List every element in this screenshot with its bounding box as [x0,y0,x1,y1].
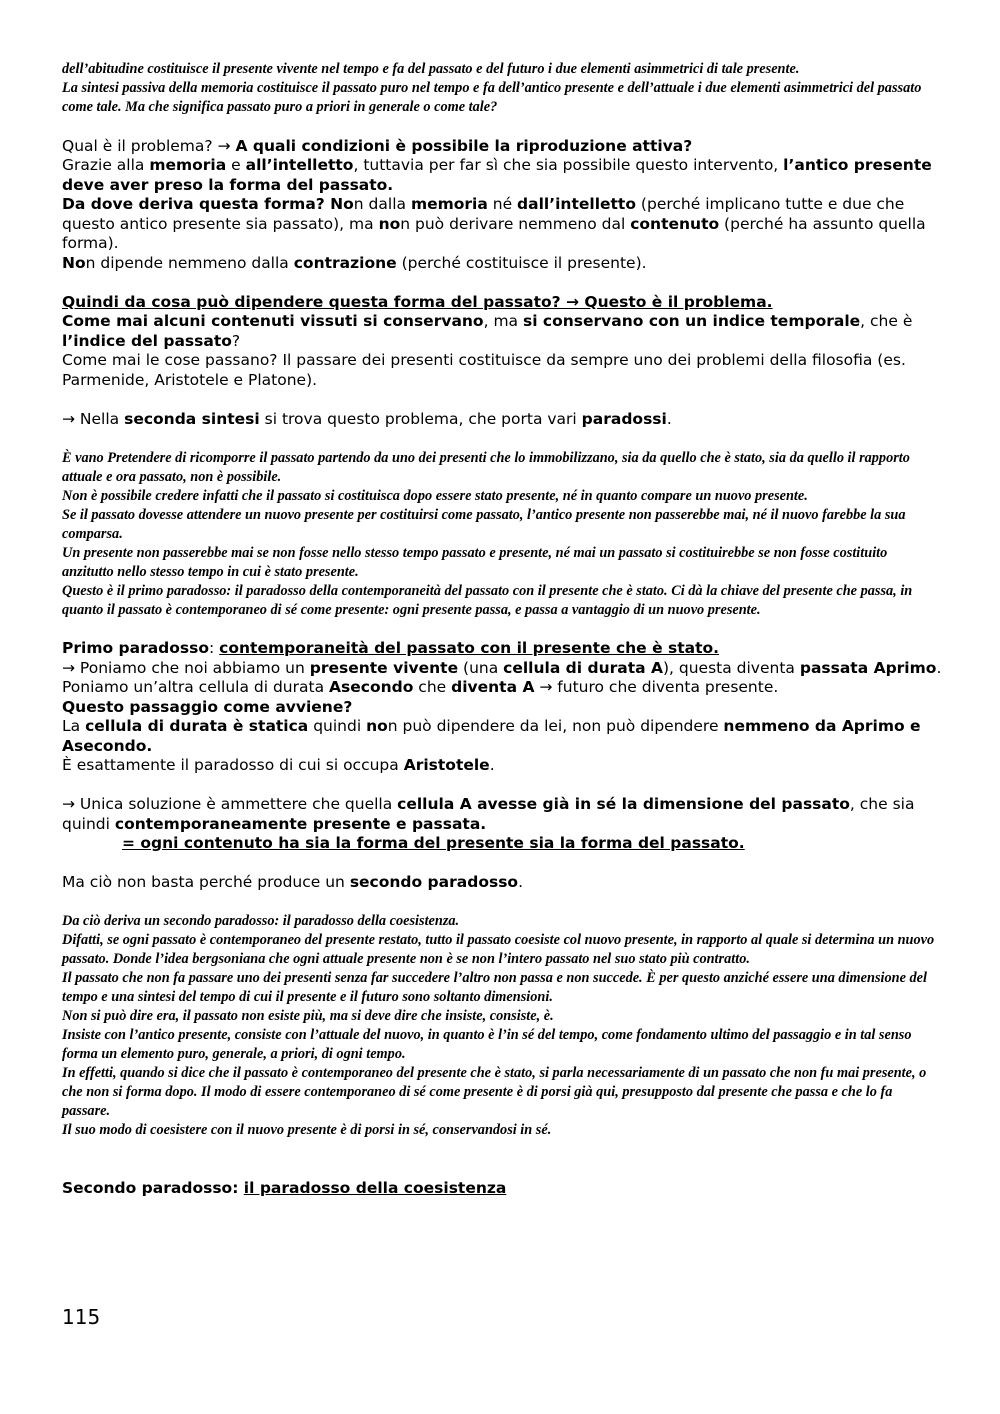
quote-paragraph: In effetti, quando si dice che il passato è contemporaneo del presente che è stato, si parla necessariamente di un passato che non fu mai presente, o che non si forma dopo. Il modo di essere contemporaneo di sé come presente è di porsi già qui, presupposto dal presente che passa e che lo fa passare. [62,1065,927,1119]
problem-paragraph: Come mai alcuni contenuti vissuti si conservano, ma si conservano con un indice temporale, che è l’indice del passato? [62,312,913,350]
problem-section-2 [62,293,942,430]
problem-question: Qual è il problema? → A quali condizioni è possibile la riproduzione attiva? [62,136,693,155]
quote-paragraph: Il suo modo di coesistere con il nuovo presente è di porsi in sé, conservandosi in sé. [62,1122,552,1138]
quote-paragraph: Il passato che non fa passare uno dei presenti senza far succedere l’altro non passa e non succede. È per questo anziché essere una dimensione del tempo e una sintesi del tempo di cui il presente e il futuro sono soltanto dimensioni. [62,970,927,1005]
problem-paragraph: Non dipende nemmeno dalla contrazione (perché costituisce il presente). [62,253,647,272]
paradox-1-paragraph: → Poniamo che noi abbiamo un presente vivente (una cellula di durata A), questa diventa passata Aprimo. [62,658,942,677]
quote-paragraph: Un presente non passerebbe mai se non fosse nello stesso tempo passato e presente, né mai un passato si costituirebbe se non fosse costituito anzitutto nello stesso tempo in cui è stato presente. [62,544,888,580]
page-number: 115 [62,1305,101,1329]
paradox-1-heading: Primo paradosso: contemporaneità del passato con il presente che è stato. [62,639,720,657]
quote-paragraph: Non si può dire era, il passato non esiste più, ma si deve dire che insiste, consiste, è. [62,1008,554,1024]
quote-block-2 [62,449,942,620]
quote-paragraph: Non è possibile credere infatti che il passato si costituisca dopo essere stato presente, né in quanto compare un nuovo presente. [62,487,808,504]
paradox-1-section [62,639,942,893]
quote-block-3 [62,912,942,1140]
quote-paragraph: Questo è il primo paradosso: il paradosso della contemporaneità del passato con il presente che è stato. Ci dà la chiave del presente che passa, in quanto il passato è contemporaneo di sé come presente: ogni presente passa, e passa a vantaggio di un nuovo presente. [62,582,913,618]
quote-paragraph: dell’abitudine costituisce il presente vivente nel tempo e fa del passato e del futuro i due elementi asimmetrici di tale presente. [62,61,800,77]
problem-paragraph: Grazie alla memoria e all’intelletto, tuttavia per far sì che sia possibile questo intervento, l’antico presente deve aver preso la forma del passato. [62,156,932,194]
paradox-2-heading: Secondo paradosso: il paradosso della coesistenza [62,1179,507,1197]
problem-section [62,137,942,274]
quote-paragraph: Da ciò deriva un secondo paradosso: il paradosso della coesistenza. [62,913,460,929]
quote-paragraph: Se il passato dovesse attendere un nuovo presente per costituirsi come passato, l’antico presente non passerebbe mai, né il nuovo farebbe la sua comparsa. [62,506,906,542]
problem-heading: Quindi da cosa può dipendere questa forma del passato? → Questo è il problema. [62,292,773,311]
paradox-1-paragraph: Questo passaggio come avviene? [62,697,353,716]
document-page [62,60,942,1199]
quote-paragraph: È vano Pretendere di ricomporre il passato partendo da uno dei presenti che lo immobilizzano, sia da quello che è stato, sia da quello il rapporto attuale e ora passato, non è possibile. [62,449,910,485]
quote-block-1 [62,60,942,117]
paradox-1-paragraph: Ma ciò non basta perché produce un secondo paradosso. [62,873,524,891]
paradox-1-conclusion: = ogni contenuto ha sia la forma del presente sia la forma del passato. [122,834,745,852]
paradox-1-paragraph: È esattamente il paradosso di cui si occupa Aristotele. [62,756,495,774]
quote-paragraph: Difatti, se ogni passato è contemporaneo del presente restato, tutto il passato coesiste col nuovo presente, in rapporto al quale si determina un nuovo passato. Donde l’idea bergsoniana che ogni attuale presente non è se non l’intero passato nel suo stato più contratto. [62,932,935,967]
paradox-1-paragraph: → Unica soluzione è ammettere che quella cellula A avesse già in sé la dimensione del passato, che sia quindi contemporaneamente presente e passata. [62,795,915,833]
problem-paragraph: Come mai le cose passano? Il passare dei presenti costituisce da sempre uno dei problemi della filosofia (es. Parmenide, Aristotele e Platone). [62,351,906,389]
paradox-1-paragraph: La cellula di durata è statica quindi non può dipendere da lei, non può dipendere nemmeno da Aprimo e Asecondo. [62,717,921,755]
problem-paragraph: → Nella seconda sintesi si trova questo problema, che porta vari paradossi. [62,409,672,428]
problem-paragraph: Da dove deriva questa forma? Non dalla memoria né dall’intelletto (perché implicano tutte e due che questo antico presente sia passato), ma non può derivare nemmeno dal contenuto (perché ha assunto quella forma). [62,195,926,252]
quote-paragraph: Insiste con l’antico presente, consiste con l’attuale del nuovo, in quanto è l’in sé del tempo, come fondamento ultimo del passaggio e in tal senso forma un elemento puro, generale, a priori, di ogni tempo. [62,1027,912,1062]
paradox-1-paragraph: Poniamo un’altra cellula di durata Asecondo che diventa A → futuro che diventa presente. [62,678,779,696]
quote-paragraph: La sintesi passiva della memoria costituisce il passato puro nel tempo e fa dell’antico presente e dell’attuale i due elementi asimmetrici del passato come tale. Ma che significa passato puro a priori in generale o come tale? [62,80,922,115]
